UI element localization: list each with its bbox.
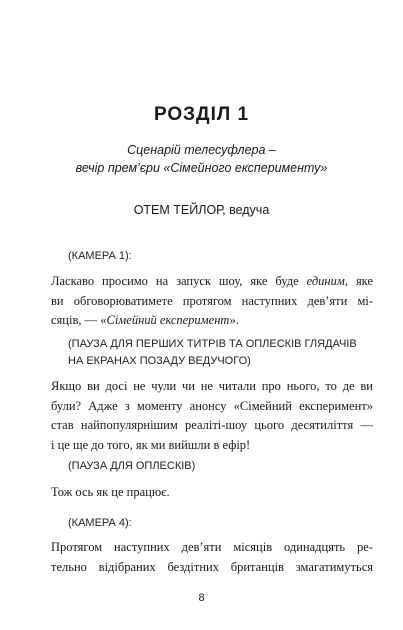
stage-direction-camera-1: (КАМЕРА 1):	[68, 250, 132, 262]
text-run: ».	[229, 313, 239, 327]
dialog-paragraph-2	[51, 377, 373, 455]
page-number: 8	[198, 592, 205, 604]
paragraph-line: були? Адже з моменту анонсу «Сімейний експеримент»	[51, 398, 373, 413]
paragraph-line	[51, 311, 373, 331]
stage-direction-pause-applause: (ПАУЗА ДЛЯ ОПЛЕСКІВ)	[68, 460, 196, 472]
subtitle-line-1: Сценарій телесуфлера –	[127, 143, 276, 157]
emphasis-text: Сімейний експеримент	[106, 313, 230, 327]
stage-direction-pause-titles	[68, 336, 368, 370]
paragraph-line: і це ще до того, як ми вийшли в ефір!	[51, 437, 251, 452]
dialog-paragraph-1	[51, 272, 373, 331]
paragraph-line: став найпопулярнішим реаліті-шоу цього десятиліття —	[51, 418, 373, 432]
subtitle-line-2: вечір прем’єри «Сімейного експерименту»	[75, 161, 328, 175]
chapter-title: РОЗДІЛ 1	[153, 104, 250, 125]
chapter-subtitle	[0, 141, 403, 177]
paragraph-line: тельно відібраних бездітних британців змагатимуться	[51, 559, 373, 574]
emphasis-text: единим	[306, 274, 345, 288]
stage-line-2: НА ЕКРАНАХ ПОЗАДУ ВЕДУЧОГО)	[68, 355, 251, 367]
speaker-name: ОТЕМ ТЕЙЛОР, ведуча	[133, 203, 270, 217]
paragraph-line: Якщо ви досі не чули чи не читали про нього, то де ви	[51, 379, 373, 393]
stage-line-1: (ПАУЗА ДЛЯ ПЕРШИХ ТИТРІВ ТА ОПЛЕСКІВ ГЛЯДАЧІВ	[68, 338, 357, 350]
stage-direction-camera-4: (КАМЕРА 4):	[68, 517, 132, 529]
paragraph-line: Протягом наступних дев’яти місяців одинадцять ре-	[51, 540, 373, 554]
dialog-paragraph-4	[51, 538, 373, 577]
text-run: , яке	[344, 274, 373, 288]
text-run: Ласкаво просимо на запуск шоу, яке буде	[51, 274, 307, 288]
paragraph-line: Тож ось як це працює.	[51, 485, 170, 499]
dialog-paragraph-3	[51, 483, 373, 503]
paragraph-line: ви обговорюватимете протягом наступних дев’яти мі-	[51, 293, 373, 308]
text-run: сяців, — «	[51, 313, 107, 327]
paragraph-line	[51, 272, 373, 292]
